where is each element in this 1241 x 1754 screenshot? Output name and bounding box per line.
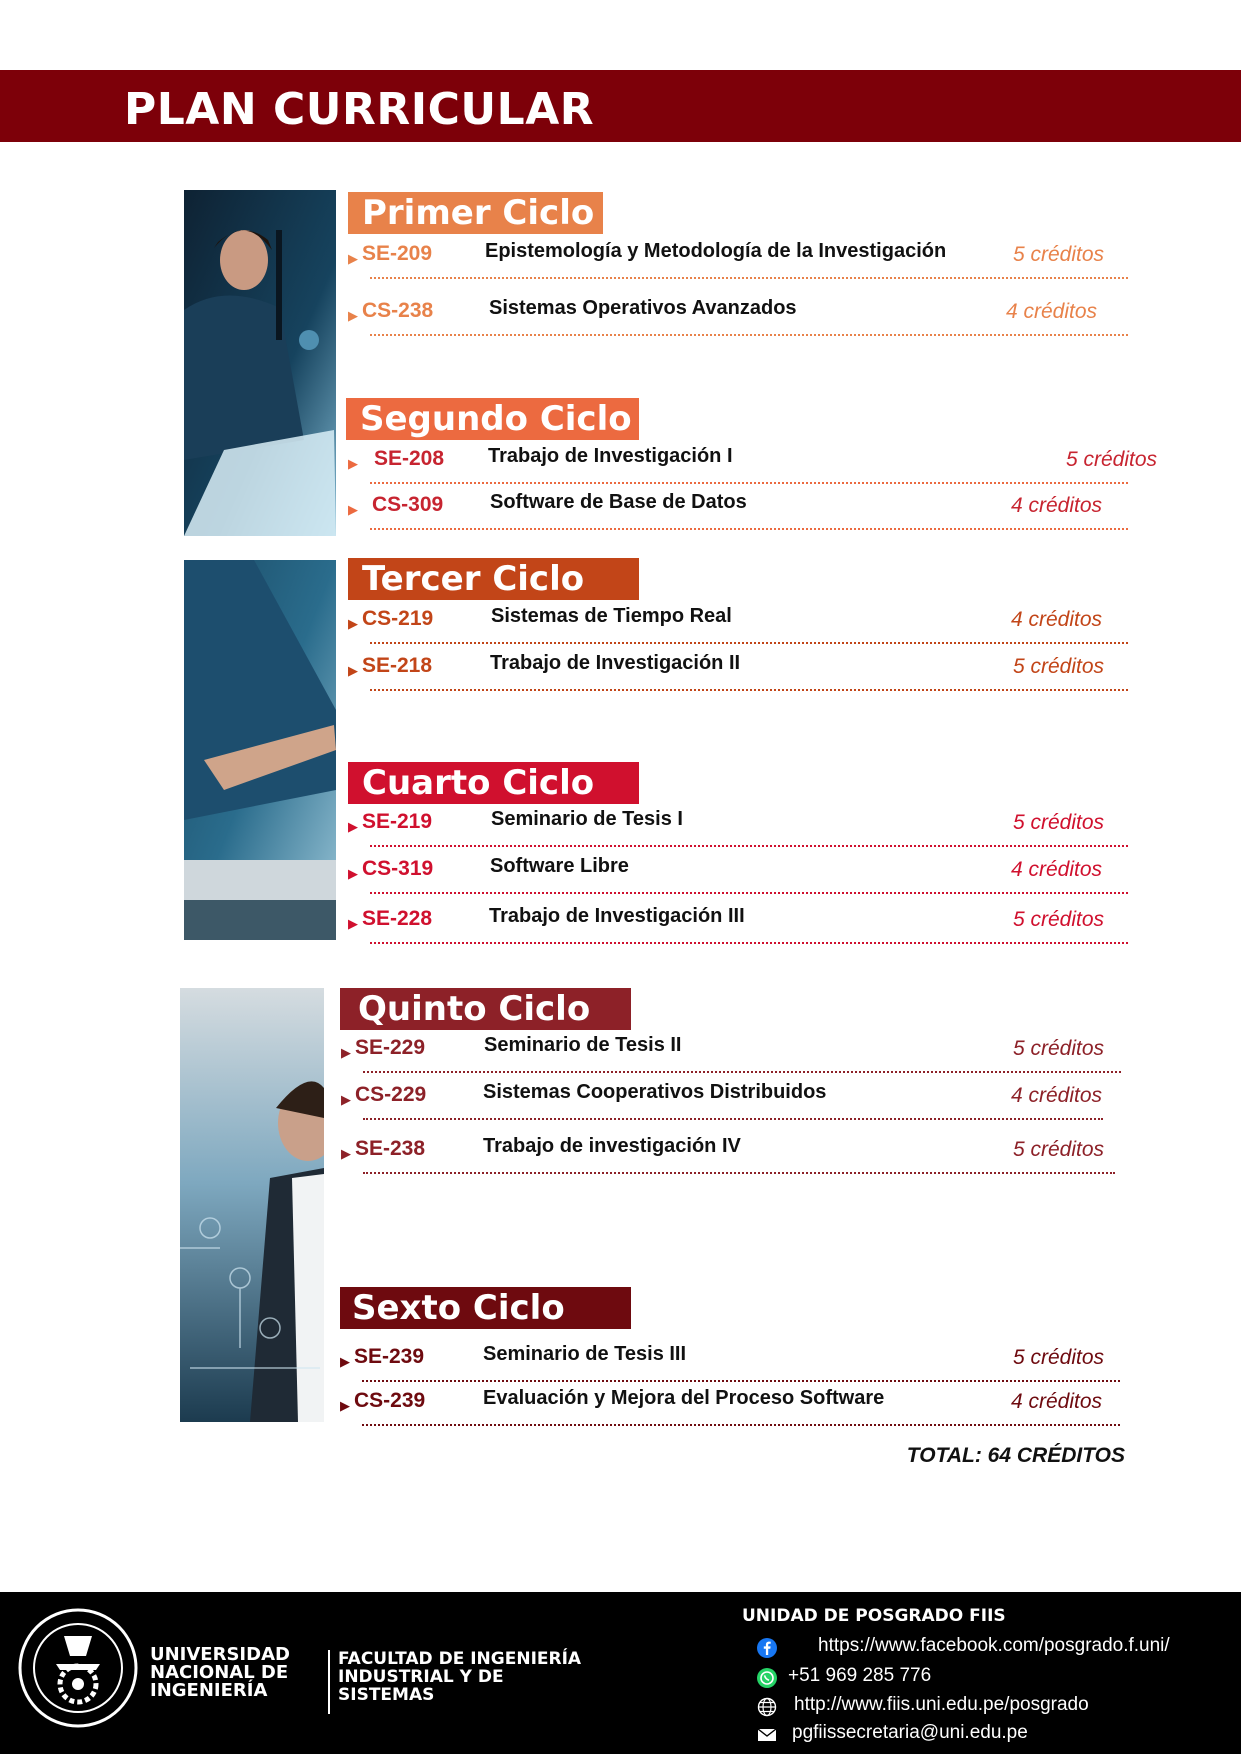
photo-touchscreen bbox=[184, 560, 336, 940]
dotted-divider bbox=[363, 1118, 1103, 1120]
course-credits: 4 créditos bbox=[1006, 300, 1098, 323]
course-row bbox=[348, 855, 1128, 901]
course-credits: 4 créditos bbox=[1011, 608, 1103, 631]
dotted-divider bbox=[370, 277, 1128, 279]
course-credits: 4 créditos bbox=[1011, 858, 1103, 881]
course-credits: 5 créditos bbox=[1013, 1346, 1105, 1369]
arrow-icon: ▶ bbox=[341, 1045, 351, 1060]
university-seal-icon bbox=[16, 1606, 140, 1730]
arrow-icon: ▶ bbox=[348, 663, 358, 678]
mail-icon bbox=[756, 1724, 778, 1746]
course-name: Trabajo de Investigación III bbox=[489, 905, 745, 927]
course-credits: 5 créditos bbox=[1013, 243, 1105, 266]
cycle-cuarto bbox=[348, 762, 639, 804]
arrow-icon: ▶ bbox=[340, 1398, 350, 1413]
dotted-divider bbox=[370, 689, 1128, 691]
cycle-title: Cuarto Ciclo bbox=[348, 762, 639, 804]
course-code: CS-319 bbox=[362, 857, 434, 880]
arrow-icon: ▶ bbox=[348, 456, 358, 471]
course-name: Sistemas Operativos Avanzados bbox=[489, 297, 797, 319]
course-credits: 5 créditos bbox=[1013, 908, 1105, 931]
university-name: UNIVERSIDAD NACIONAL DE INGENIERÍA bbox=[150, 1644, 290, 1701]
course-code: CS-229 bbox=[355, 1083, 427, 1106]
dotted-divider bbox=[370, 334, 1128, 336]
photo-researcher bbox=[184, 190, 336, 536]
course-name: Software de Base de Datos bbox=[490, 491, 747, 513]
cycle-primer bbox=[348, 192, 603, 234]
cycle-title: Tercer Ciclo bbox=[348, 558, 639, 600]
phone-number[interactable]: +51 969 285 776 bbox=[788, 1665, 932, 1686]
course-row bbox=[341, 1135, 1121, 1181]
dotted-divider bbox=[370, 482, 1128, 484]
cycle-title: Quinto Ciclo bbox=[340, 988, 631, 1030]
dotted-divider bbox=[370, 892, 1128, 894]
course-row bbox=[348, 905, 1128, 951]
course-name: Software Libre bbox=[490, 855, 629, 877]
course-row bbox=[348, 491, 1128, 537]
course-row bbox=[348, 297, 1128, 343]
course-row bbox=[341, 1034, 1121, 1080]
course-name: Trabajo de Investigación I bbox=[488, 445, 733, 467]
email-link[interactable]: pgfiissecretaria@uni.edu.pe bbox=[792, 1722, 1028, 1743]
arrow-icon: ▶ bbox=[341, 1146, 351, 1161]
cycle-title: Primer Ciclo bbox=[348, 192, 603, 234]
course-name: Epistemología y Metodología de la Investigación bbox=[485, 240, 947, 262]
course-name: Seminario de Tesis II bbox=[484, 1034, 682, 1056]
dotted-divider bbox=[363, 1071, 1121, 1073]
course-row bbox=[348, 445, 1168, 491]
course-credits: 5 créditos bbox=[1013, 811, 1105, 834]
arrow-icon: ▶ bbox=[348, 866, 358, 881]
course-code: CS-238 bbox=[362, 299, 434, 322]
course-row bbox=[348, 808, 1128, 854]
course-credits: 4 créditos bbox=[1011, 1084, 1103, 1107]
course-name: Sistemas de Tiempo Real bbox=[491, 605, 732, 627]
globe-icon bbox=[756, 1696, 778, 1718]
facebook-link[interactable]: https://www.facebook.com/posgrado.f.uni/ bbox=[818, 1635, 1170, 1656]
dotted-divider bbox=[362, 1380, 1120, 1382]
course-name: Seminario de Tesis I bbox=[491, 808, 683, 830]
cycle-sexto bbox=[340, 1287, 631, 1329]
course-credits: 5 créditos bbox=[1013, 1138, 1105, 1161]
course-code: CS-309 bbox=[372, 493, 444, 516]
course-credits: 5 créditos bbox=[1066, 448, 1158, 471]
course-code: CS-239 bbox=[354, 1389, 426, 1412]
page-title: PLAN CURRICULAR bbox=[124, 84, 595, 135]
course-code: SE-218 bbox=[362, 654, 433, 677]
dotted-divider bbox=[370, 942, 1128, 944]
course-code: SE-239 bbox=[354, 1345, 425, 1368]
dotted-divider bbox=[370, 528, 1128, 530]
cycle-segundo bbox=[346, 398, 639, 440]
course-credits: 5 créditos bbox=[1013, 1037, 1105, 1060]
course-name: Sistemas Cooperativos Distribuidos bbox=[483, 1081, 827, 1103]
course-name: Seminario de Tesis III bbox=[483, 1343, 687, 1365]
total-credits: TOTAL: 64 CRÉDITOS bbox=[906, 1444, 1125, 1467]
dotted-divider bbox=[370, 845, 1128, 847]
course-name: Evaluación y Mejora del Proceso Software bbox=[483, 1387, 885, 1409]
website-link[interactable]: http://www.fiis.uni.edu.pe/posgrado bbox=[794, 1694, 1089, 1715]
dotted-divider bbox=[370, 642, 1128, 644]
course-row bbox=[348, 652, 1128, 698]
course-code: SE-238 bbox=[355, 1137, 426, 1160]
arrow-icon: ▶ bbox=[348, 251, 358, 266]
arrow-icon: ▶ bbox=[348, 502, 358, 517]
course-code: SE-228 bbox=[362, 907, 433, 930]
facebook-icon bbox=[756, 1637, 778, 1659]
cycle-title: Sexto Ciclo bbox=[340, 1287, 631, 1329]
faculty-name: FACULTAD DE INGENIERÍA INDUSTRIAL Y DE SISTEMAS bbox=[338, 1649, 582, 1705]
footer bbox=[0, 1592, 1241, 1754]
photo-businessman bbox=[180, 988, 324, 1422]
course-row bbox=[348, 605, 1128, 651]
course-code: SE-208 bbox=[374, 447, 445, 470]
course-row bbox=[348, 240, 1128, 286]
course-row bbox=[340, 1387, 1120, 1433]
unit-title: UNIDAD DE POSGRADO FIIS bbox=[742, 1606, 1006, 1626]
arrow-icon: ▶ bbox=[348, 916, 358, 931]
cycle-title: Segundo Ciclo bbox=[346, 398, 639, 440]
dotted-divider bbox=[362, 1424, 1120, 1426]
cycle-quinto bbox=[340, 988, 631, 1030]
whatsapp-icon bbox=[756, 1667, 778, 1689]
course-name: Trabajo de Investigación II bbox=[490, 652, 741, 674]
dotted-divider bbox=[363, 1172, 1115, 1174]
course-name: Trabajo de investigación IV bbox=[483, 1135, 741, 1157]
arrow-icon: ▶ bbox=[348, 308, 358, 323]
footer-divider bbox=[328, 1650, 330, 1714]
cycle-tercer bbox=[348, 558, 639, 600]
course-code: SE-219 bbox=[362, 810, 433, 833]
course-credits: 5 créditos bbox=[1013, 655, 1105, 678]
course-credits: 4 créditos bbox=[1011, 494, 1103, 517]
arrow-icon: ▶ bbox=[348, 819, 358, 834]
course-code: SE-209 bbox=[362, 242, 433, 265]
arrow-icon: ▶ bbox=[340, 1354, 350, 1369]
course-credits: 4 créditos bbox=[1011, 1390, 1103, 1413]
arrow-icon: ▶ bbox=[341, 1092, 351, 1107]
course-row bbox=[341, 1081, 1121, 1127]
course-row bbox=[340, 1343, 1120, 1389]
course-code: SE-229 bbox=[355, 1036, 426, 1059]
course-code: CS-219 bbox=[362, 607, 434, 630]
arrow-icon: ▶ bbox=[348, 616, 358, 631]
